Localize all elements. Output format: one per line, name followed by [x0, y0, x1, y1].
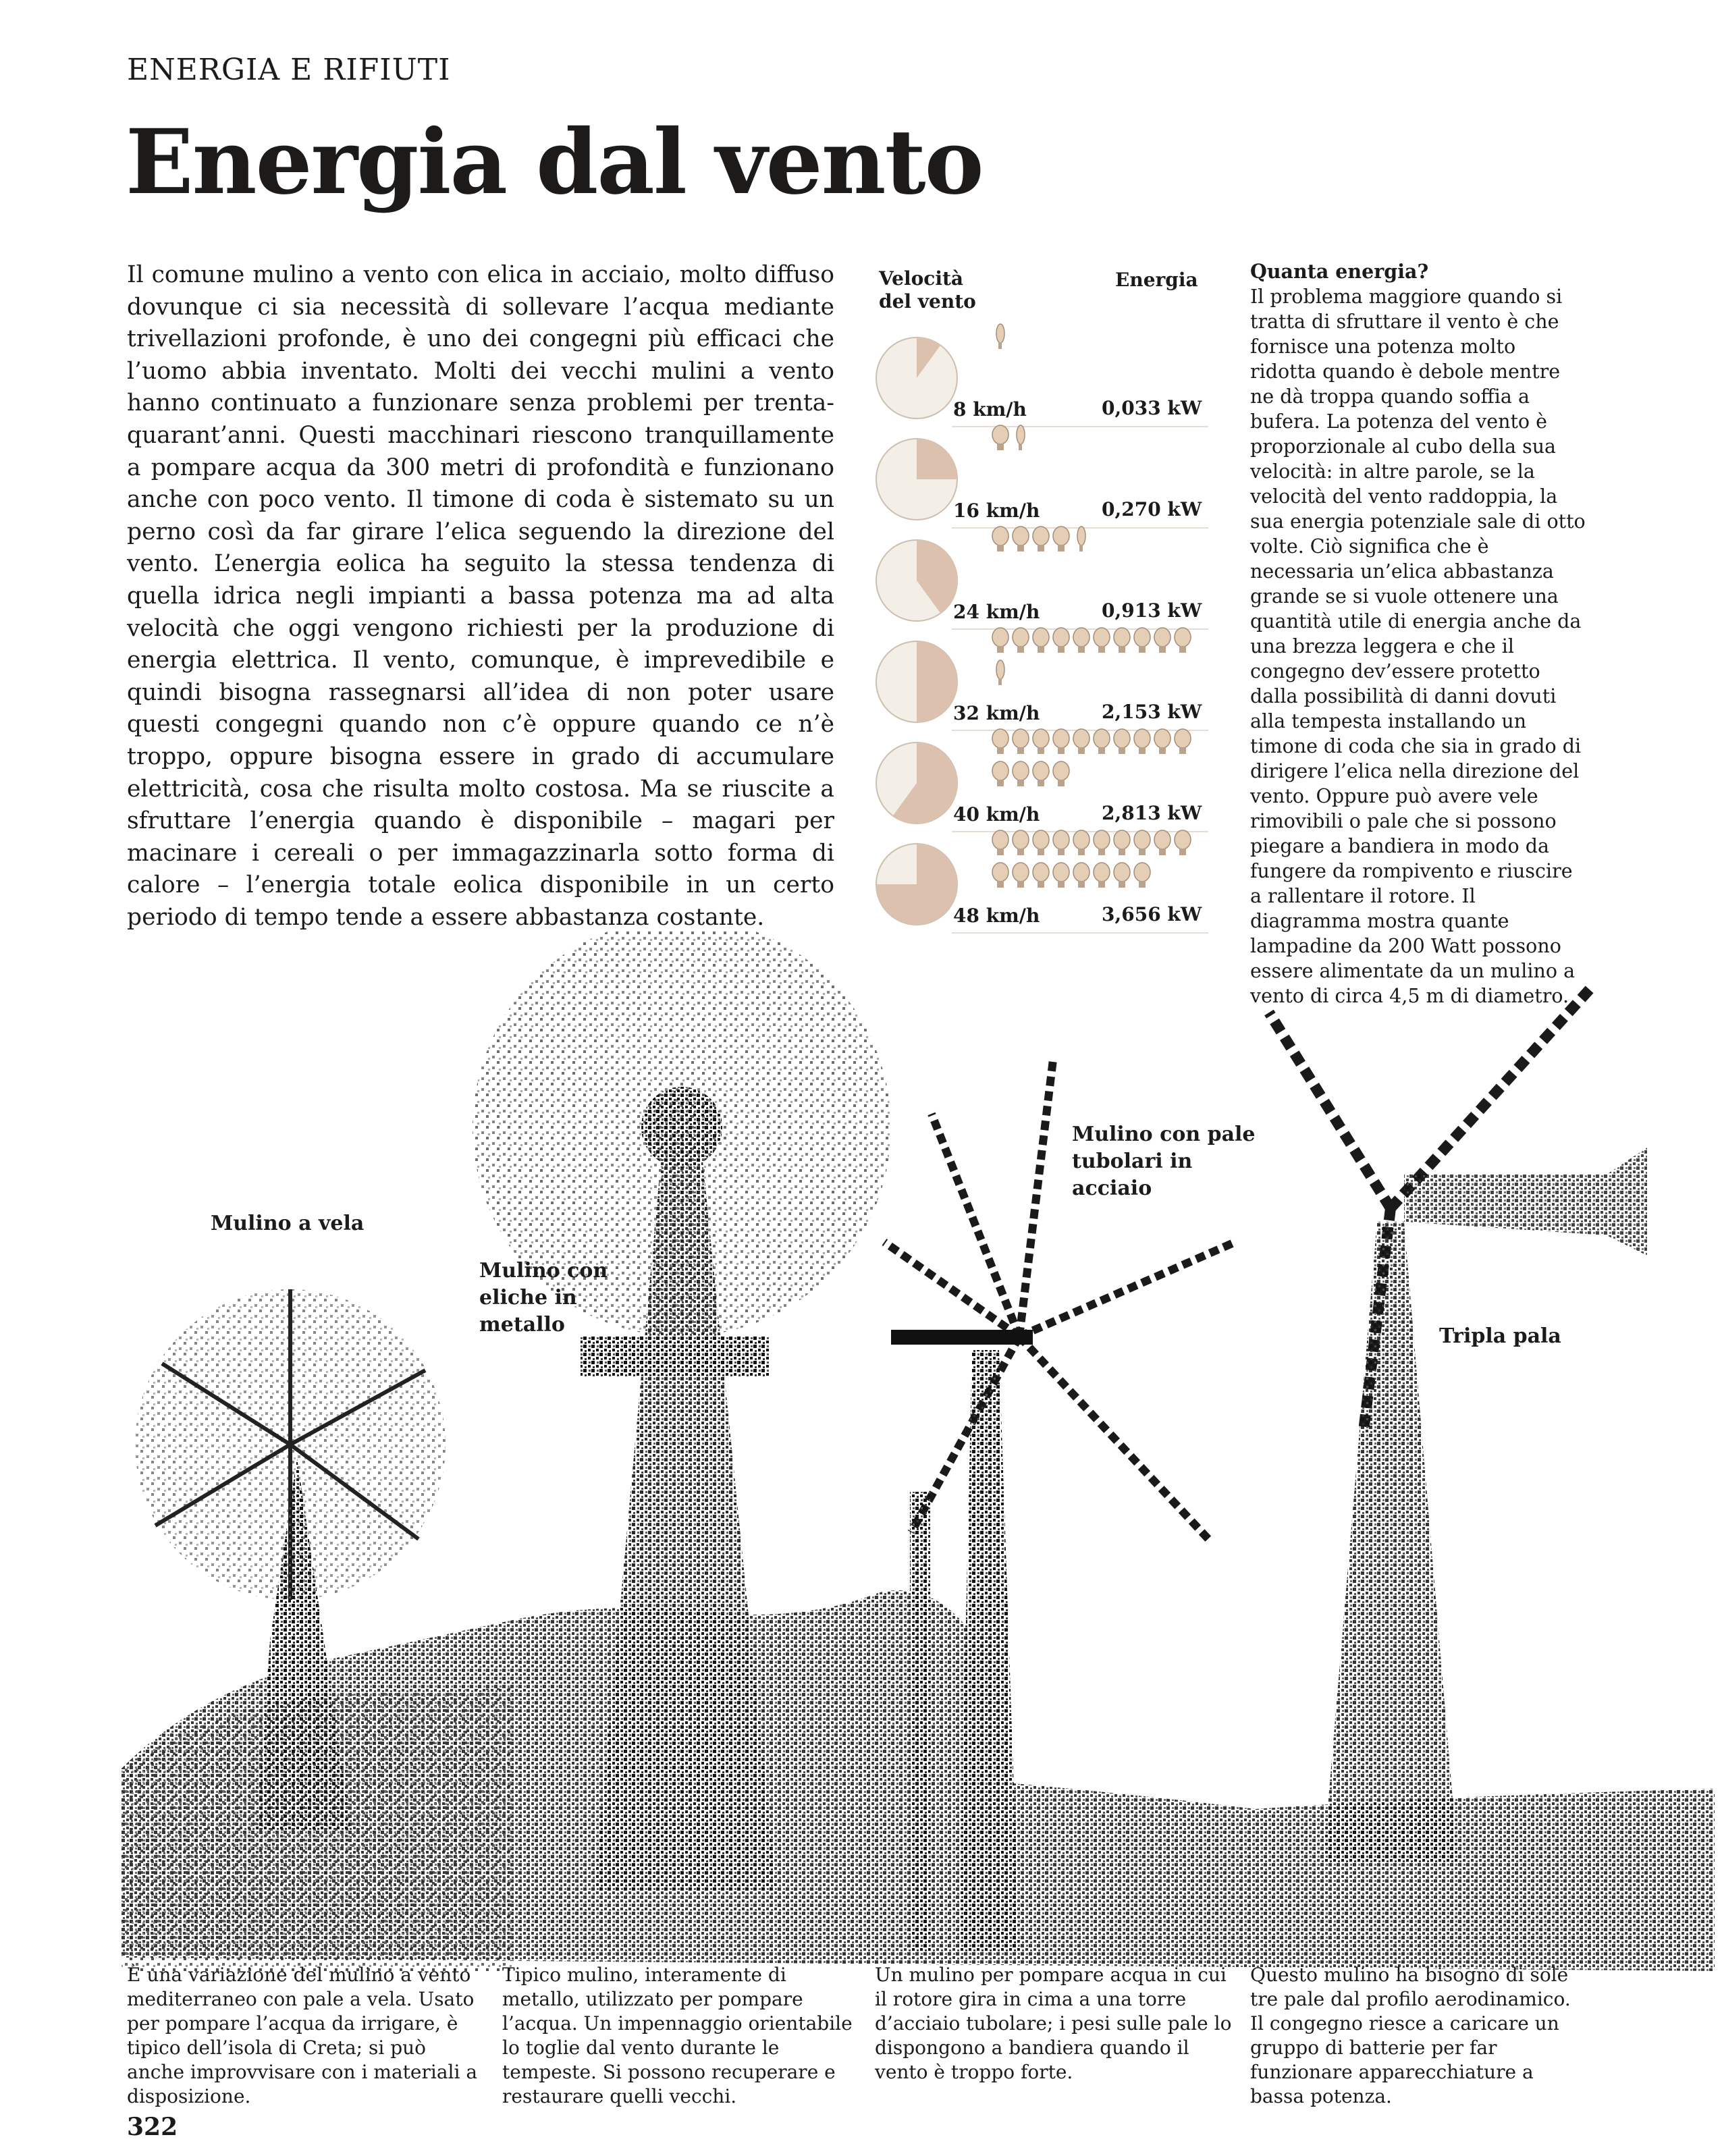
intro-paragraph: Il comune mulino a vento con elica in acciaio, molto diffuso dovunque ci sia necessità di sollevare l’acqua mediante trivellazioni profonde, è uno dei congegni più efficaci che l’uomo abbia inventato. Molti dei vecchi mulini a vento hanno continuato a funzionare senza problemi per trenta-quarant’anni. Questi macchinari riescono tranquillamente a pompare acqua da 300 metri di profondità e funzionano anche con poco vento. Il timone di coda è sistemato su un perno così da far girare l’elica seguendo la direzione del vento. L’energia eolica ha seguito la stessa tendenza di quella idrica negli impianti a bassa potenza ma ad alta velocità che oggi vengono richiesti per la produzione di energia elettrica. Il vento, comunque, è imprevedibile e quindi bisogna rassegnarsi all’idea di non poter usare questi congegni quando non c’è oppure quando ce n’è troppo, oppure bisogna essere in grado di accumulare elettricità, cosa che risulta molto costosa. Ma se riuscite a sfruttare l’energia quando è disponibile – magari per macinare i cereali o per immagazzinarla sotto forma di calore – l’energia totale eolica disponibile in un certo periodo di tempo tende a essere abbastanza costante.: [127, 261, 834, 931]
row-energy-4: 2,813 kW: [1102, 802, 1202, 824]
bulb-4-1: [1013, 729, 1029, 754]
pie-slice-1: [917, 439, 957, 479]
row-speed-3: 32 km/h: [953, 702, 1040, 724]
col-header-energy: Energia: [1115, 269, 1198, 291]
sidebar-box: [1250, 259, 1588, 1008]
bulb-4-13: [1053, 761, 1069, 786]
bulb-3-5: [1094, 628, 1110, 653]
bulb-4-9: [1175, 729, 1191, 754]
bulb-5-1: [1013, 830, 1029, 855]
bulb-4-6: [1114, 729, 1130, 754]
row-speed-5: 48 km/h: [953, 905, 1040, 927]
bulb-5-10: [992, 863, 1008, 888]
bulb-1-0: [992, 425, 1008, 450]
bulb-2-3: [1053, 527, 1069, 551]
bulb-4-12: [1033, 761, 1049, 786]
label-metal-line1: Mulino con: [479, 1259, 608, 1283]
bulb-5-14: [1073, 863, 1089, 888]
bulb-5-16: [1114, 863, 1130, 888]
windmills-illustration: [0, 932, 1722, 1985]
bulb-4-2: [1033, 729, 1049, 754]
bulb-4-5: [1094, 729, 1110, 754]
caption-metal-windmill: Tipico mulino, interamente di metallo, utilizzato per pompare l’acqua. Un impennaggio orientabile lo toglie dal vento durante le tempeste. Si possono recuperare e restaurare quelli vecchi.: [502, 1964, 853, 2107]
label-tubular-line1: Mulino con pale: [1072, 1123, 1256, 1146]
caption-sail-windmill: È una variazione del mulino a vento mediterraneo con pale a vela. Usato per pompare l’acqua da irrigare, è tipico dell’isola di Creta; si può anche improvvisare con i materiali a disposizione.: [127, 1964, 478, 2107]
bulb-3-2: [1033, 628, 1049, 653]
bulb-4-8: [1154, 729, 1171, 754]
bulb-5-5: [1094, 830, 1110, 855]
bulb-4-3: [1053, 729, 1069, 754]
row-speed-4: 40 km/h: [953, 803, 1040, 826]
bulb-3-6: [1114, 628, 1130, 653]
label-tubular-line3: acciaio: [1072, 1177, 1152, 1200]
bulb-5-9: [1175, 830, 1191, 855]
bulb-5-2: [1033, 830, 1049, 855]
row-speed-1: 16 km/h: [953, 500, 1040, 522]
sidebar-body: Il problema maggiore quando si tratta di sfruttare il vento è che fornisce una potenza molto ridotta quando è debole mentre ne dà troppa quando soffia a bufera. La potenza del vento è proporzionale al cubo della sua velocità: in altre parole, se la velocità del vento raddoppia, la sua energia potenziale sale di otto volte. Ciò significa che è necessaria un’elica abbastanza grande se si vuole ottenere una quantità utile di energia anche da una brezza leggera e che il congegno dev’essere protetto dalla possibilità di danni dovuti alla tempesta installando un timone di coda che sia in grado di dirigere l’elica nella direzione del vento. Oppure può avere vele rimovibili o pale che si possono piegare a bandiera in modo da fungere da rompivento e riuscire a rallentare il rotore. Il diagramma mostra quante lampadine da 200 Watt possono essere alimentate da un mulino a vento di circa 4,5 m di diametro.: [1250, 286, 1586, 1007]
bulb-3-10: [996, 660, 1004, 685]
bulb-3-7: [1134, 628, 1150, 653]
bulb-0-0: [996, 324, 1004, 349]
label-metal-line2: eliche in: [479, 1286, 577, 1310]
pie-slice-3: [917, 641, 957, 722]
bulb-2-4: [1077, 527, 1085, 551]
bulb-2-1: [1013, 527, 1029, 551]
bulb-3-3: [1053, 628, 1069, 653]
row-energy-2: 0,913 kW: [1102, 599, 1202, 622]
bulb-5-12: [1033, 863, 1049, 888]
label-metal-windmill: [479, 1258, 608, 1339]
row-energy-3: 2,153 kW: [1102, 701, 1202, 723]
bulb-5-7: [1134, 830, 1150, 855]
label-tubular-windmill: [1072, 1121, 1256, 1202]
bulb-4-11: [1013, 761, 1029, 786]
bulb-5-8: [1154, 830, 1171, 855]
label-tubular-line2: tubolari in: [1072, 1150, 1193, 1173]
bulb-5-17: [1134, 863, 1150, 888]
row-speed-0: 8 km/h: [953, 398, 1027, 421]
bulb-3-9: [1175, 628, 1191, 653]
bulb-2-2: [1033, 527, 1049, 551]
bulb-5-6: [1114, 830, 1130, 855]
bulb-5-4: [1073, 830, 1089, 855]
bulb-3-1: [1013, 628, 1029, 653]
bulb-2-0: [992, 527, 1008, 551]
bulb-5-11: [1013, 863, 1029, 888]
col-header-speed-line1: Velocità: [879, 267, 964, 290]
row-energy-1: 0,270 kW: [1102, 498, 1202, 520]
label-three-blade-windmill: Tripla pala: [1439, 1324, 1561, 1348]
bulb-1-1: [1017, 425, 1025, 450]
bulb-4-0: [992, 729, 1008, 754]
col-header-speed-line2: del vento: [879, 290, 976, 313]
three-blade-windmill: [1269, 986, 1647, 1863]
bulb-5-13: [1053, 863, 1069, 888]
row-energy-0: 0,033 kW: [1102, 397, 1202, 419]
section-label: ENERGIA E RIFIUTI: [127, 53, 451, 87]
page-title: Energia dal vento: [126, 110, 983, 215]
bulb-3-4: [1073, 628, 1089, 653]
bulb-3-0: [992, 628, 1008, 653]
bulb-4-10: [992, 761, 1008, 786]
bulb-4-7: [1134, 729, 1150, 754]
bulb-5-0: [992, 830, 1008, 855]
page-number: 322: [127, 2113, 178, 2141]
label-sail-windmill: Mulino a vela: [211, 1212, 365, 1235]
bulb-5-3: [1053, 830, 1069, 855]
bulb-4-4: [1073, 729, 1089, 754]
sidebar-title: Quanta energia?: [1250, 260, 1429, 283]
bulb-3-8: [1154, 628, 1171, 653]
caption-tubular-windmill: Un mulino per pompare acqua in cui il rotore gira in cima a una torre d’acciaio tubolare; i pesi sulle pale lo dispongono a bandiera quando il vento è troppo forte.: [875, 1964, 1232, 2083]
label-metal-line3: metallo: [479, 1313, 565, 1337]
bulb-5-15: [1094, 863, 1110, 888]
col-header-speed: [879, 267, 976, 313]
row-speed-2: 24 km/h: [953, 601, 1040, 623]
caption-three-blade-windmill: Questo mulino ha bisogno di sole tre pale dal profilo aerodinamico. Il congegno riesce a caricare un gruppo di batterie per far funzionare apparecchiature a bassa potenza.: [1250, 1964, 1571, 2107]
row-energy-5: 3,656 kW: [1102, 903, 1202, 925]
